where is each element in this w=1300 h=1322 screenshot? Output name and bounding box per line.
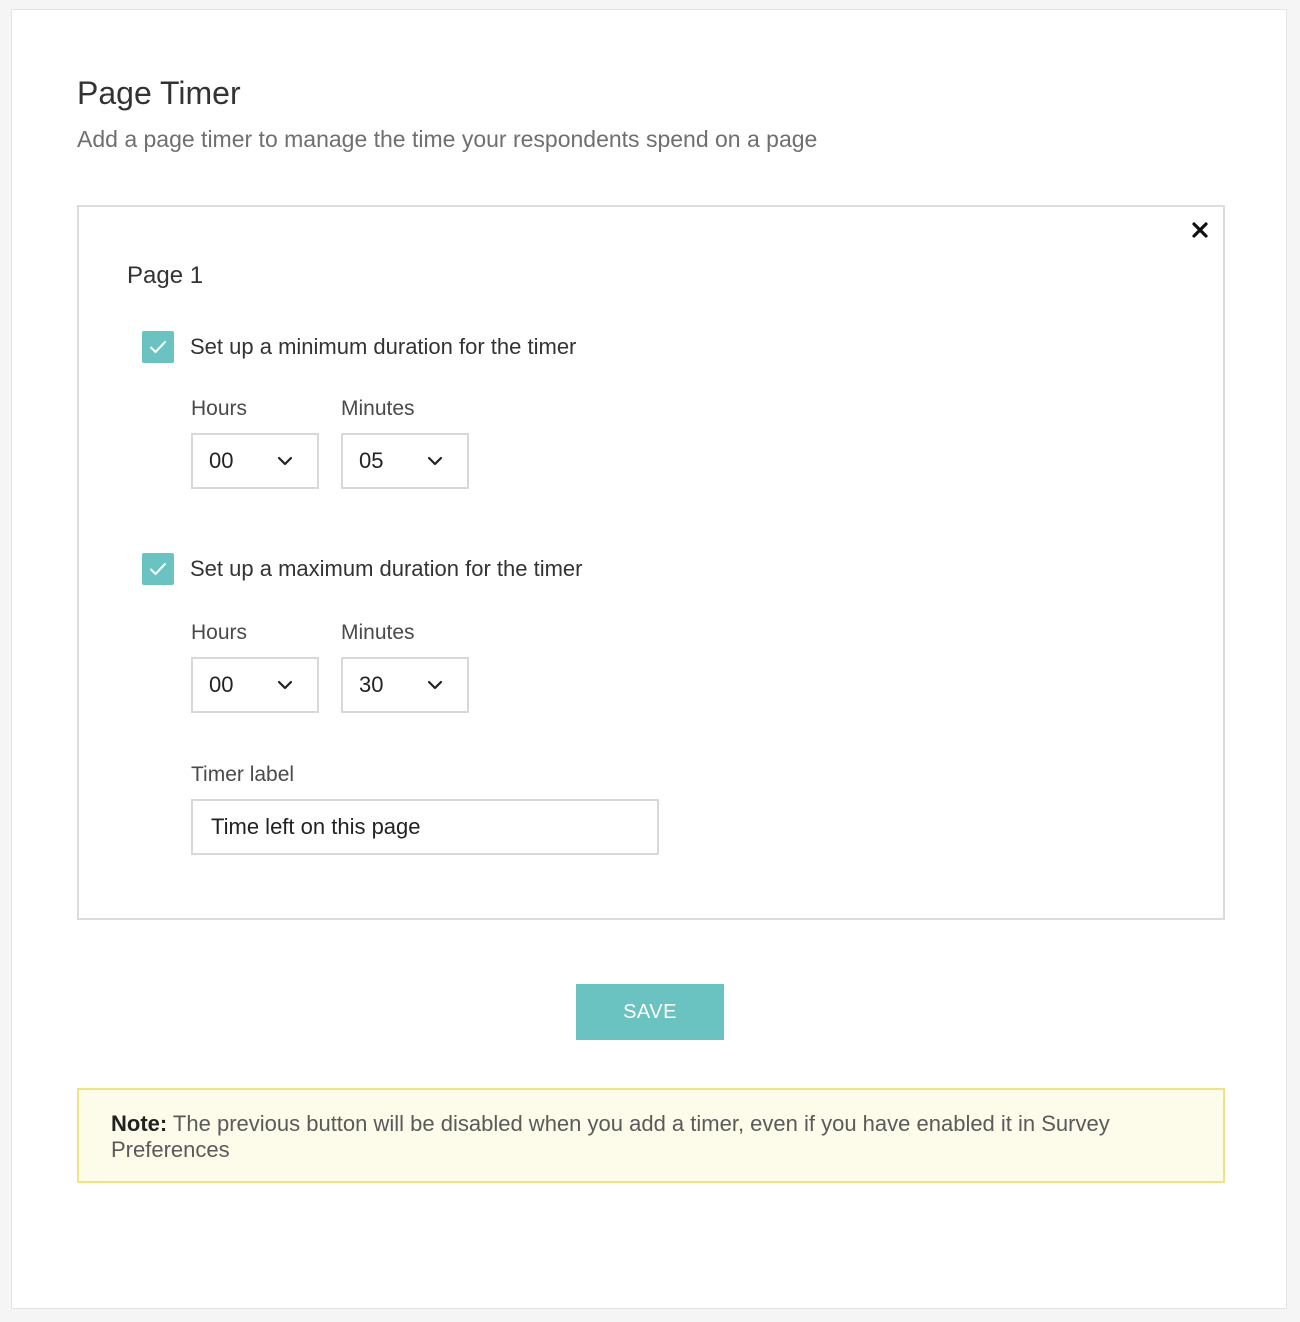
chevron-down-icon xyxy=(427,680,443,690)
note-banner xyxy=(77,1088,1225,1183)
minimum-duration-row xyxy=(142,331,576,363)
timer-label-input[interactable] xyxy=(191,799,659,855)
chevron-down-icon xyxy=(277,456,293,466)
note-text: The previous button will be disabled when you add a timer, even if you have enabled it in Survey Preferences xyxy=(111,1111,1110,1162)
page-label: Page 1 xyxy=(127,262,204,289)
minimum-minutes-label: Minutes xyxy=(341,397,415,420)
page-timer-panel xyxy=(11,9,1287,1309)
minimum-hours-select[interactable] xyxy=(191,433,319,489)
maximum-hours-value: 00 xyxy=(209,672,234,697)
maximum-duration-row xyxy=(142,553,583,585)
save-button[interactable]: SAVE xyxy=(576,984,724,1040)
maximum-duration-checkbox[interactable] xyxy=(142,553,174,585)
minimum-hours-label: Hours xyxy=(191,397,248,420)
maximum-hours-label: Hours xyxy=(191,621,248,644)
minimum-minutes-select[interactable] xyxy=(341,433,469,489)
checkmark-icon xyxy=(149,340,167,354)
page-title: Page Timer xyxy=(77,75,241,111)
minimum-minutes-value: 05 xyxy=(359,448,384,473)
minimum-duration-label: Set up a minimum duration for the timer xyxy=(190,334,577,359)
minimum-duration-checkbox[interactable] xyxy=(142,331,174,363)
minimum-hours-value: 00 xyxy=(209,448,234,473)
timer-label-heading: Timer label xyxy=(191,763,295,786)
maximum-minutes-select[interactable] xyxy=(341,657,469,713)
maximum-minutes-label: Minutes xyxy=(341,621,415,644)
chevron-down-icon xyxy=(427,456,443,466)
checkmark-icon xyxy=(149,562,167,576)
maximum-duration-label: Set up a maximum duration for the timer xyxy=(190,556,583,581)
maximum-hours-select[interactable] xyxy=(191,657,319,713)
chevron-down-icon xyxy=(277,680,293,690)
maximum-minutes-value: 30 xyxy=(359,672,384,697)
note-prefix: Note: xyxy=(111,1111,168,1136)
page-timer-card xyxy=(77,205,1225,920)
close-icon[interactable] xyxy=(1189,219,1211,241)
page-subtitle: Add a page timer to manage the time your respondents spend on a page xyxy=(77,126,818,152)
